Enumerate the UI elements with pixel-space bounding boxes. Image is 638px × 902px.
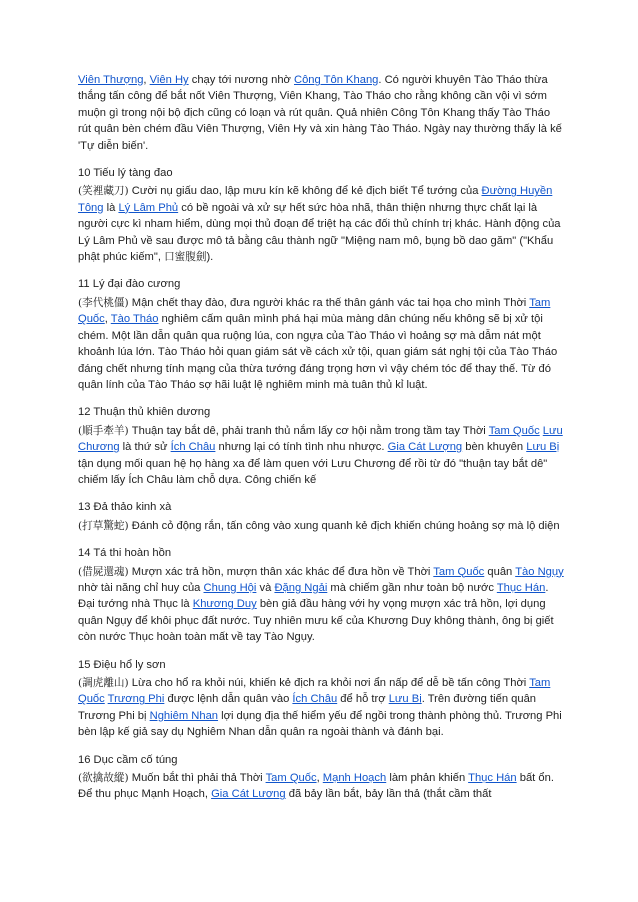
section-heading: 12 Thuận thủ khiên dương bbox=[78, 406, 211, 419]
wiki-link[interactable]: Tào Tháo bbox=[110, 313, 159, 326]
wiki-link[interactable]: Ích Châu bbox=[170, 441, 216, 454]
wiki-link[interactable]: Lưu Bị bbox=[526, 441, 560, 454]
text-run: đã bảy lần bắt, bảy lần thả (thắt cầm thất bbox=[285, 788, 492, 801]
text-run: . Có người khuyên Tào Tháo thừa thắng tấn công để bắt nốt Viên Thượng, Viên Khang, Tào Tháo cho rằng không cần vội vì sớm muộn gì trong nội bộ địch cũng có loạn và rút quân. Quả nhiên Công Tôn Khang thấy Tào Tháo rút quân bèn chém đầu Viên Thượng, Viên Hy và xin hàng Tào Tháo. Ngày nay thường thấy là kế 'Tự diễn biến'. bbox=[78, 74, 562, 152]
wiki-link[interactable]: Gia Cát Lượng bbox=[387, 441, 463, 454]
text-run: nhờ tài năng chỉ huy của bbox=[78, 581, 204, 594]
wiki-link[interactable]: Tam Quốc bbox=[78, 677, 551, 706]
section-12 bbox=[78, 404, 564, 488]
text-run: bèn khuyên bbox=[462, 441, 527, 454]
wiki-link[interactable]: Gia Cát Lượng bbox=[211, 788, 286, 801]
wiki-link[interactable]: Lưu Chương bbox=[78, 424, 563, 454]
section-body bbox=[78, 564, 564, 646]
section-body bbox=[78, 183, 564, 265]
wiki-link[interactable]: Lưu Bị bbox=[388, 693, 422, 706]
han-characters: (打草驚蛇) bbox=[78, 519, 129, 532]
section-heading: 16 Dục cầm cố túng bbox=[78, 753, 178, 766]
text-run: để hỗ trợ bbox=[337, 693, 389, 706]
han-characters: (調虎離山) bbox=[78, 677, 129, 689]
text-run: chạy tới nương nhờ bbox=[188, 74, 294, 86]
wiki-link[interactable]: Chung Hội bbox=[203, 581, 257, 594]
section-body bbox=[78, 423, 564, 489]
section-10 bbox=[78, 165, 564, 265]
text-run: nghiêm cấm quân mình phá hại mùa màng dân chúng nếu không sẽ bị xử tội chém. Một lần dẫn quân qua ruộng lúa, con ngựa của Tào Tháo vì hoảng sợ mà dẫm nát một khoảnh lúa lớn. Tào Tháo hỏi quan giám sát về cách xử tội, quan giám sát nghị tội của Tào Tháo đáng chết nhưng tính mạng của thừa tướng đáng trọng hơn vì vậy chém tóc để thay thế. Từ đó quân lính của Tào Tháo sợ hãi luật lệ nghiêm minh mà tuân thủ kỉ luật. bbox=[78, 313, 558, 391]
section-body bbox=[78, 295, 564, 393]
wiki-link[interactable]: Tam Quốc bbox=[433, 565, 485, 578]
section-body bbox=[78, 518, 564, 534]
text-run: bất ổn. Để thu phục Mạnh Hoạch, bbox=[78, 772, 554, 801]
wiki-link[interactable]: Tam Quốc bbox=[488, 424, 540, 437]
wiki-link[interactable]: Thục Hán bbox=[468, 772, 517, 785]
text-run: Đánh cỏ động rắn, tấn công vào xung quanh kẻ địch khiến chúng hoảng sợ mà lộ diện bbox=[128, 519, 560, 532]
wiki-link[interactable]: Tào Ngụy bbox=[515, 565, 564, 578]
text-run: , bbox=[316, 772, 323, 785]
text-run: Muốn bắt thì phải thả Thời bbox=[128, 772, 266, 785]
text-run: Mận chết thay đào, đưa người khác ra thế thân gánh vác tai họa cho mình Thời bbox=[128, 296, 530, 309]
section-16 bbox=[78, 752, 564, 803]
section-body bbox=[78, 675, 564, 741]
wiki-link[interactable]: Tam Quốc bbox=[265, 772, 317, 785]
text-run: được lệnh dẫn quân vào bbox=[164, 693, 293, 706]
text-run: là bbox=[103, 201, 119, 214]
han-characters: (借屍還魂) bbox=[78, 565, 129, 578]
text-run: ). bbox=[206, 251, 214, 264]
text-run: là thứ sử bbox=[119, 441, 171, 454]
section-11 bbox=[78, 276, 564, 393]
text-run: quân bbox=[484, 565, 516, 578]
wiki-link[interactable]: Viên Hy bbox=[149, 74, 189, 86]
document-page bbox=[78, 72, 564, 803]
han-characters: (笑裡藏刀) bbox=[78, 185, 129, 198]
section-heading: 14 Tá thi hoàn hồn bbox=[78, 547, 172, 560]
wiki-link[interactable]: Ích Châu bbox=[292, 693, 338, 706]
wiki-link[interactable]: Tam Quốc bbox=[78, 296, 551, 326]
wiki-link[interactable]: Công Tôn Khang bbox=[294, 74, 379, 86]
text-run: . Trên đường tiến quân Trương Phi bị bbox=[78, 693, 537, 722]
text-run: nhưng lại có tính tình nhu nhược. bbox=[215, 441, 388, 454]
text-run: Lừa cho hổ ra khỏi núi, khiến kẻ địch ra khỏi nơi ẩn nấp để dễ bề tấn công Thời bbox=[128, 677, 530, 689]
text-run: Cười nụ giấu dao, lập mưu kín kẽ không để kẻ địch biết Tể tướng của bbox=[128, 185, 482, 198]
wiki-link[interactable]: Đường Huyền Tông bbox=[78, 185, 553, 214]
section-heading: 11 Lý đại đào cương bbox=[78, 278, 181, 291]
text-run: và bbox=[256, 581, 275, 594]
wiki-link[interactable]: Thục Hán bbox=[496, 581, 546, 594]
han-characters: (欲擒故縱) bbox=[78, 772, 129, 785]
han-characters: (李代桃僵) bbox=[78, 296, 129, 309]
section-15 bbox=[78, 657, 564, 741]
text-run: Thuận tay bắt dê, phải tranh thủ nắm lấy cơ hội nằm trong tầm tay Thời bbox=[128, 424, 489, 437]
text-run: , bbox=[143, 74, 150, 86]
wiki-link[interactable]: Khương Duy bbox=[192, 598, 257, 611]
wiki-link[interactable]: Đặng Ngải bbox=[274, 581, 328, 594]
section-heading: 13 Đả thảo kinh xà bbox=[78, 501, 172, 514]
text-run: , bbox=[104, 313, 111, 326]
text-run: bèn giả đầu hàng với hy vọng mượn xác trả hồn, lợi dụng quân Ngụy để khôi phục đất nước. Tuy nhiên mưu kế của Khương Duy không thành, ông bị giết còn nước Thục hoàn toàn mất về tay Tào Ngụy. bbox=[78, 598, 554, 644]
section-14 bbox=[78, 545, 564, 645]
han-characters: (順手牽羊) bbox=[78, 424, 129, 437]
intro-paragraph bbox=[78, 72, 564, 154]
text-run: làm phản khiến bbox=[386, 772, 469, 785]
han-characters: 口蜜腹劍 bbox=[164, 251, 207, 264]
section-heading: 10 Tiếu lý tàng đao bbox=[78, 167, 173, 180]
wiki-link[interactable]: Trương Phi bbox=[107, 693, 165, 706]
section-heading: 15 Điệu hổ ly sơn bbox=[78, 658, 166, 671]
wiki-link[interactable]: Viên Thượng bbox=[78, 74, 144, 86]
wiki-link[interactable]: Mạnh Hoạch bbox=[322, 772, 387, 785]
section-13 bbox=[78, 499, 564, 534]
wiki-link[interactable]: Lý Lâm Phủ bbox=[118, 201, 179, 214]
text-run: có bề ngoài và xử sự hết sức hòa nhã, thân thiện nhưng thực chất lại là người cực kì nham hiểm, dùng mọi thủ đoạn để triệt hạ các đối thủ chính trị khác. Hành động của Lý Lâm Phủ về sau được mô tả bằng câu thành ngữ "Miệng nam mô, bụng bồ dao găm" ("Khẩu phật phúc kiếm", bbox=[78, 201, 561, 264]
section-body bbox=[78, 770, 564, 803]
text-run: tận dụng mối quan hệ họ hàng xa để làm quen với Lưu Chương để rồi từ đó "thuận tay bắt dê" chiếm lấy Ích Châu làm chỗ dựa. Công chiến kế bbox=[78, 457, 548, 486]
wiki-link[interactable]: Nghiêm Nhan bbox=[149, 709, 219, 722]
text-run: mà chiếm gần như toàn bộ nước bbox=[327, 581, 497, 594]
text-run: . Đại tướng nhà Thục là bbox=[78, 581, 549, 611]
text-run: lợi dụng địa thế hiểm yếu để ngồi trong thành phòng thủ. Trương Phi bèn lập kế giả say dụ Nghiêm Nhan dẫn quân ra ngoài thành và đánh bại. bbox=[78, 709, 562, 739]
text-run: Mượn xác trả hồn, mượn thân xác khác để đưa hồn về Thời bbox=[128, 565, 434, 578]
